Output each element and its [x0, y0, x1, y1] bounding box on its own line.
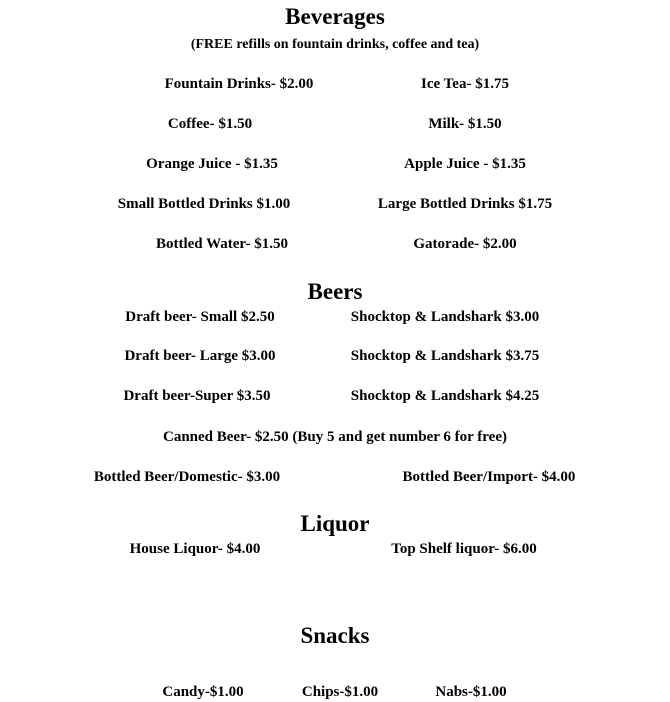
menu-item: Canned Beer- $2.50 (Buy 5 and get number 6 for free)	[162, 429, 508, 445]
refill-note: (FREE refills on fountain drinks, coffee and tea)	[190, 37, 480, 52]
liquor-heading: Liquor	[300, 511, 370, 536]
menu-item: Shocktop & Landshark $4.25	[350, 388, 540, 404]
menu-item: Gatorade- $2.00	[413, 236, 517, 252]
menu-item: Orange Juice - $1.35	[146, 156, 278, 172]
menu-item: Nabs-$1.00	[435, 684, 507, 700]
menu-item: Bottled Beer/Domestic- $3.00	[93, 469, 281, 485]
menu-item: Fountain Drinks- $2.00	[164, 76, 314, 92]
snacks-heading: Snacks	[300, 623, 370, 648]
menu-item: Draft beer- Large $3.00	[124, 348, 276, 364]
menu-item: Bottled Beer/Import- $4.00	[402, 469, 576, 485]
beers-heading: Beers	[307, 279, 363, 304]
beverages-heading: Beverages	[285, 4, 385, 29]
menu-item: Small Bottled Drinks $1.00	[117, 196, 291, 212]
menu-item: Draft beer-Super $3.50	[123, 388, 271, 404]
menu-item: Coffee- $1.50	[167, 116, 253, 132]
menu-item: House Liquor- $4.00	[129, 541, 261, 557]
menu-item: Shocktop & Landshark $3.00	[350, 309, 540, 325]
menu-item: Apple Juice - $1.35	[404, 156, 526, 172]
menu-item: Chips-$1.00	[301, 684, 379, 700]
menu-item: Milk- $1.50	[428, 116, 502, 132]
menu-item: Draft beer- Small $2.50	[125, 309, 275, 325]
menu-item: Ice Tea- $1.75	[421, 76, 509, 92]
menu-item: Shocktop & Landshark $3.75	[350, 348, 540, 364]
menu-item: Candy-$1.00	[162, 684, 244, 700]
menu-item: Large Bottled Drinks $1.75	[377, 196, 553, 212]
menu-item: Top Shelf liquor- $6.00	[391, 541, 537, 557]
menu-item: Bottled Water- $1.50	[155, 236, 289, 252]
